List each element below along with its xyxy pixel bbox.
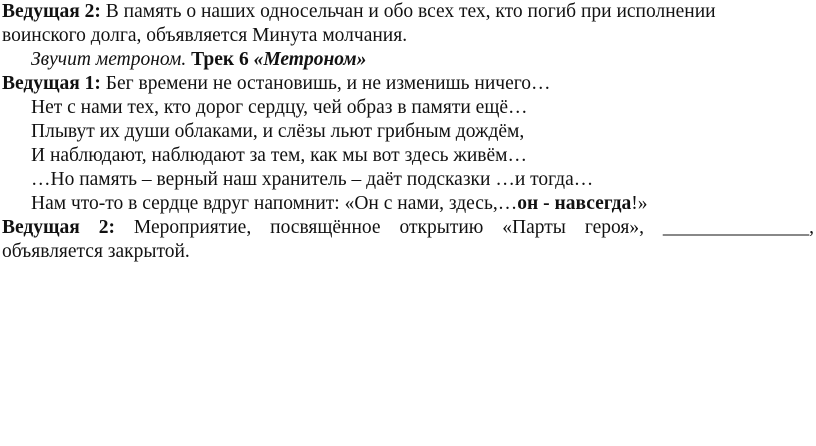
text-run: объявляется закрытой. xyxy=(2,241,190,262)
poem-line-4 xyxy=(2,168,814,192)
stage-direction-line xyxy=(2,48,814,72)
paragraph-host2-closing-line1 xyxy=(2,216,814,240)
paragraph-host2-intro-line2 xyxy=(2,24,814,48)
text-run: Мероприятие, посвящённое открытию «Парты героя», _______________, xyxy=(114,217,814,238)
text-run: воинского долга, объявляется Минута молчания. xyxy=(2,25,408,46)
text-run: Плывут их души облаками, и слёзы льют грибным дождём, xyxy=(31,121,525,142)
text-run: !» xyxy=(631,193,648,214)
paragraph-host2-closing-line2 xyxy=(2,240,814,264)
speaker-label: Ведущая 2: xyxy=(2,217,115,238)
track-label: Трек 6 xyxy=(191,49,254,70)
text-run: В память о наших односельчан и обо всех тех, кто погиб при исполнении xyxy=(100,1,716,22)
poem-line-3 xyxy=(2,144,814,168)
track-name: «Метроном» xyxy=(253,49,367,70)
text-run: Нам что-то в сердце вдруг напомнит: «Он с нами, здесь,… xyxy=(31,193,518,214)
text-run: …Но память – верный наш хранитель – даёт подсказки …и тогда… xyxy=(31,169,594,190)
poem-line-5 xyxy=(2,192,814,216)
paragraph-host1-line1 xyxy=(2,72,814,96)
text-run: Нет с нами тех, кто дорог сердцу, чей образ в памяти ещё… xyxy=(31,97,528,118)
paragraph-host2-intro-line1 xyxy=(2,0,814,24)
stage-direction: Звучит метроном. xyxy=(31,49,187,70)
poem-line-2 xyxy=(2,120,814,144)
document-page xyxy=(2,0,814,264)
speaker-label: Ведущая 2: xyxy=(2,1,101,22)
poem-line-1 xyxy=(2,96,814,120)
text-run: Бег времени не остановишь, и не изменишь ничего… xyxy=(100,73,551,94)
speaker-label: Ведущая 1: xyxy=(2,73,101,94)
bold-text-run: он - навсегда xyxy=(517,193,632,214)
text-run: И наблюдают, наблюдают за тем, как мы вот здесь живём… xyxy=(31,145,528,166)
